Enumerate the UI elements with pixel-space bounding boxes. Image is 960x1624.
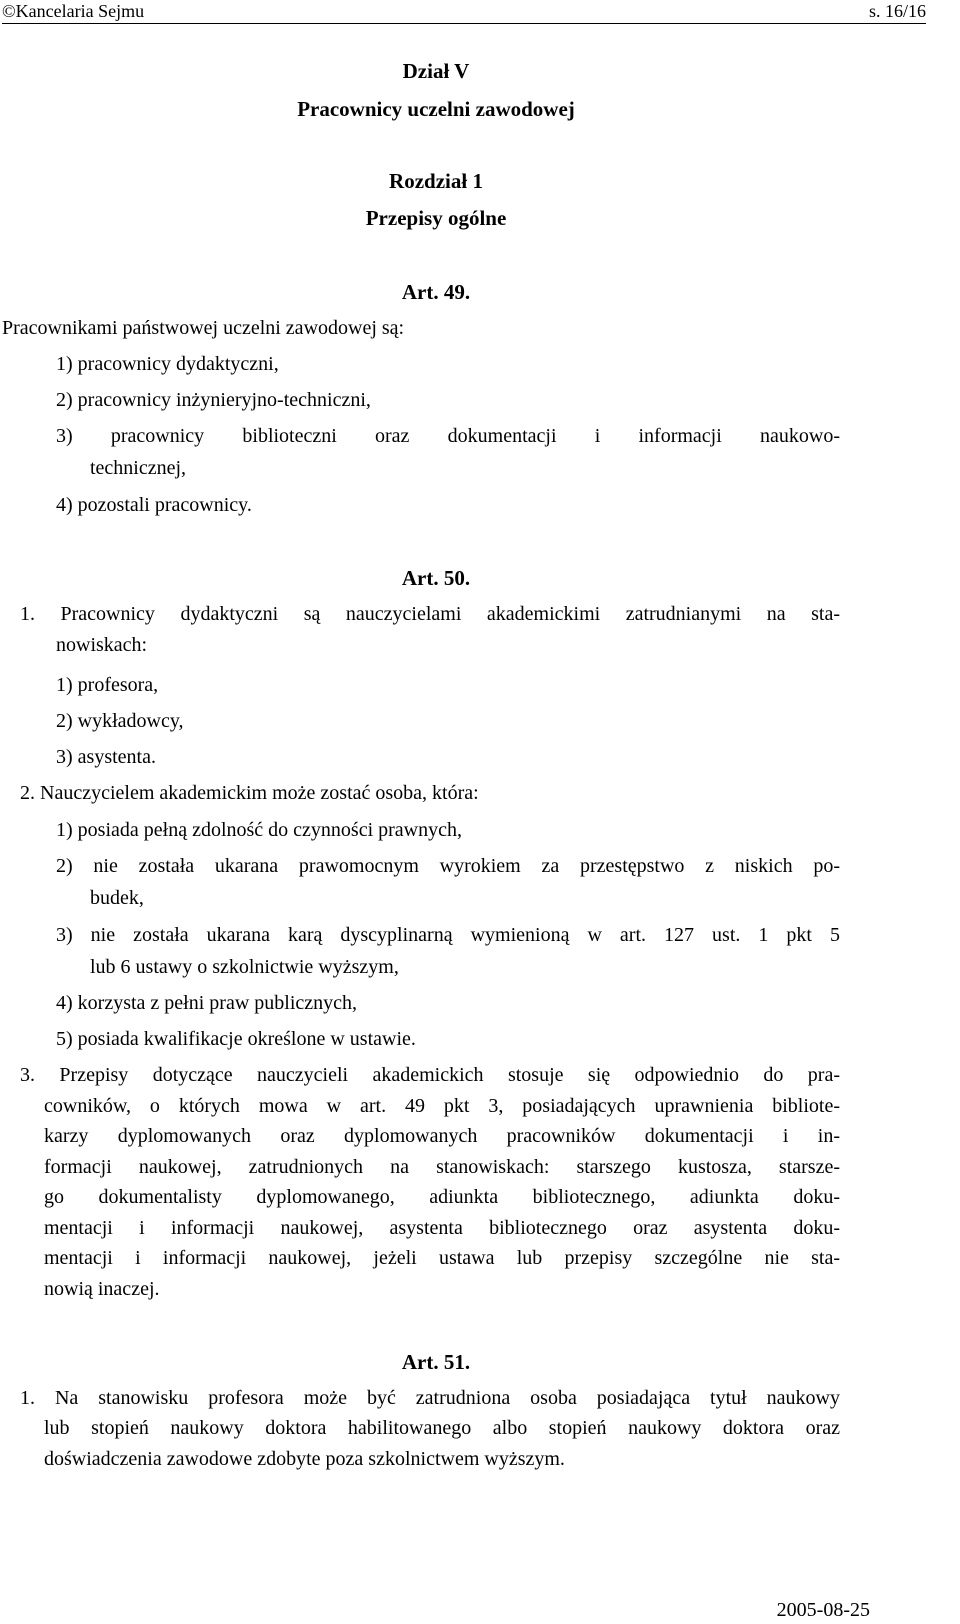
division-title: Pracownicy uczelni zawodowej: [297, 97, 575, 121]
art50-p2-intro: 2. Nauczycielem akademickim może zostać osoba, która:: [20, 782, 479, 804]
art50-p3-line-2: cowników, o których mowa w art. 49 pkt 3, posiadających uprawnienia bibliote-: [44, 1095, 840, 1117]
header-page-number: s. 16/16: [868, 1, 926, 21]
art50-p2-item-2-cont: budek,: [90, 887, 144, 909]
footer-date: 2005-08-25: [776, 1599, 870, 1621]
art51-p1-line-1: 1. Na stanowisku profesora może być zatrudniona osoba posiadająca tytuł naukowy: [20, 1387, 840, 1409]
art49-item-3-cont: technicznej,: [90, 457, 187, 479]
art50-p3-line-4: formacji naukowej, zatrudnionych na stanowiskach: starszego kustosza, starsze-: [44, 1156, 840, 1178]
chapter-title: Przepisy ogólne: [365, 206, 507, 230]
art49-item-1: 1) pracownicy dydaktyczni,: [56, 353, 279, 375]
art50-p2-item-5: 5) posiada kwalifikacje określone w ustawie.: [56, 1028, 416, 1050]
art50-p3-line-3: karzy dyplomowanych oraz dyplomowanych pracowników dokumentacji i in-: [44, 1125, 840, 1147]
art50-heading: Art. 50.: [401, 566, 471, 590]
art51-p1-line-2: lub stopień naukowy doktora habilitowanego albo stopień naukowy doktora oraz: [44, 1417, 840, 1439]
art50-p1-line1: 1. Pracownicy dydaktyczni są nauczycielami akademickimi zatrudnianymi na sta-: [20, 603, 840, 625]
art50-p3-line-7: mentacji i informacji naukowej, jeżeli ustawa lub przepisy szczególne nie sta-: [44, 1247, 840, 1269]
chapter-label: Rozdział 1: [389, 169, 483, 193]
art50-p1-item-3: 3) asystenta.: [56, 746, 156, 768]
art50-p3-line-6: mentacji i informacji naukowej, asystenta bibliotecznego oraz asystenta doku-: [44, 1217, 840, 1239]
art49-item-3: 3) pracownicy biblioteczni oraz dokumentacji i informacji naukowo-: [56, 425, 840, 447]
art50-p2-item-3-cont: lub 6 ustawy o szkolnictwie wyższym,: [90, 956, 399, 978]
art51-p1-line-3: doświadczenia zawodowe zdobyte poza szkolnictwem wyższym.: [44, 1448, 565, 1470]
art49-intro: Pracownikami państwowej uczelni zawodowej są:: [2, 317, 405, 339]
art50-p1-line2: nowiskach:: [56, 634, 148, 656]
art50-p3-line-5: go dokumentalisty dyplomowanego, adiunkta bibliotecznego, adiunkta doku-: [44, 1186, 840, 1208]
art50-p2-item-2: 2) nie została ukarana prawomocnym wyrokiem za przestępstwo z niskich po-: [56, 855, 840, 877]
art50-p1-item-1: 1) profesora,: [56, 674, 159, 696]
art50-p3-line-1: 3. Przepisy dotyczące nauczycieli akademickich stosuje się odpowiednio do pra-: [20, 1064, 840, 1086]
division-label: Dział V: [402, 59, 470, 83]
art49-item-4: 4) pozostali pracownicy.: [56, 494, 252, 516]
header-source: ©Kancelaria Sejmu: [2, 1, 145, 21]
header-rule: [2, 23, 926, 24]
art50-p2-item-3: 3) nie została ukarana karą dyscyplinarną wymienioną w art. 127 ust. 1 pkt 5: [56, 924, 840, 946]
art50-p2-item-4: 4) korzysta z pełni praw publicznych,: [56, 992, 358, 1014]
art50-p3-line-8: nowią inaczej.: [44, 1278, 160, 1300]
art50-p1-item-2: 2) wykładowcy,: [56, 710, 184, 732]
art51-heading: Art. 51.: [401, 1350, 471, 1374]
art50-p2-item-1: 1) posiada pełną zdolność do czynności prawnych,: [56, 819, 462, 841]
art49-item-2: 2) pracownicy inżynieryjno-techniczni,: [56, 389, 371, 411]
art49-heading: Art. 49.: [401, 280, 471, 304]
